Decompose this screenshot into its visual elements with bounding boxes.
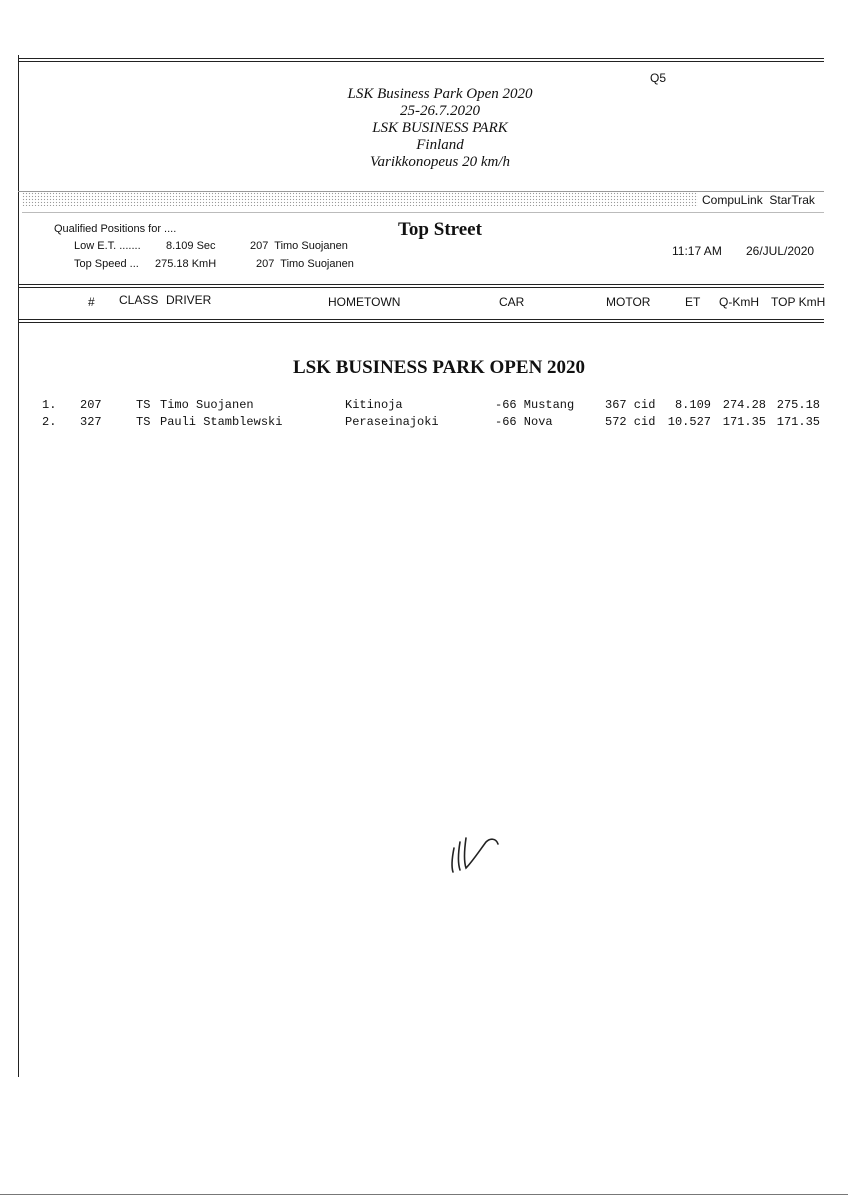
row-motor: 572 cid bbox=[605, 415, 656, 429]
top-speed-value: 275.18 KmH bbox=[155, 258, 217, 270]
col-q-kmh: Q-KmH bbox=[719, 295, 759, 309]
event-title: LSK Business Park Open 2020 bbox=[347, 86, 533, 102]
left-border bbox=[18, 55, 19, 1077]
row-car: -66 Mustang bbox=[495, 398, 575, 412]
table-row bbox=[0, 398, 848, 414]
header-bottom-line-2 bbox=[18, 322, 824, 323]
bottom-edge bbox=[0, 1194, 848, 1195]
row-top-kmh: 275.18 bbox=[776, 398, 820, 412]
event-country: Finland bbox=[416, 137, 464, 153]
row-pos: 2. bbox=[42, 415, 57, 429]
row-num: 207 bbox=[80, 398, 102, 412]
page-code: Q5 bbox=[650, 71, 667, 85]
header-top-line-2 bbox=[18, 287, 824, 288]
band-bottom-line bbox=[22, 212, 824, 213]
col-car: CAR bbox=[499, 295, 525, 309]
top-speed-label: Top Speed ... bbox=[74, 258, 139, 270]
top-border bbox=[18, 58, 824, 59]
event-header bbox=[280, 86, 600, 171]
class-name: Top Street bbox=[398, 219, 482, 240]
low-et-holder: 207 Timo Suojanen bbox=[250, 240, 348, 252]
row-hometown: Kitinoja bbox=[345, 398, 403, 412]
col-et: ET bbox=[685, 295, 701, 309]
row-num: 327 bbox=[80, 415, 102, 429]
row-driver: Pauli Stamblewski bbox=[160, 415, 283, 429]
col-num: # bbox=[88, 295, 95, 309]
dither-band bbox=[22, 192, 698, 206]
qualified-label: Qualified Positions for .... bbox=[54, 223, 177, 235]
col-top-kmh: TOP KmH bbox=[771, 295, 826, 309]
signature bbox=[446, 828, 506, 878]
event-venue: LSK BUSINESS PARK bbox=[372, 120, 508, 136]
row-et: 8.109 bbox=[674, 398, 711, 412]
band-top-line bbox=[18, 191, 824, 192]
row-class: TS bbox=[136, 398, 151, 412]
low-et-value: 8.109 Sec bbox=[166, 240, 216, 252]
top-border-2 bbox=[18, 61, 824, 62]
report-time: 11:17 AM bbox=[672, 244, 722, 258]
row-class: TS bbox=[136, 415, 151, 429]
col-class: CLASS bbox=[119, 293, 159, 307]
section-title: LSK BUSINESS PARK OPEN 2020 bbox=[292, 357, 586, 378]
row-driver: Timo Suojanen bbox=[160, 398, 254, 412]
row-et: 10.527 bbox=[667, 415, 711, 429]
header-top-line bbox=[18, 284, 824, 285]
col-driver: DRIVER bbox=[166, 293, 212, 307]
row-pos: 1. bbox=[42, 398, 57, 412]
system-label: CompuLink StarTrak bbox=[702, 193, 815, 207]
table-row bbox=[0, 415, 848, 431]
row-car: -66 Nova bbox=[495, 415, 553, 429]
row-motor: 367 cid bbox=[605, 398, 656, 412]
row-top-kmh: 171.35 bbox=[776, 415, 820, 429]
top-speed-holder: 207 Timo Suojanen bbox=[256, 258, 354, 270]
row-q-kmh: 171.35 bbox=[722, 415, 766, 429]
header-bottom-line bbox=[18, 319, 824, 320]
event-pit-speed: Varikkonopeus 20 km/h bbox=[370, 154, 510, 170]
low-et-label: Low E.T. ....... bbox=[74, 240, 141, 252]
col-hometown: HOMETOWN bbox=[328, 295, 401, 309]
col-motor: MOTOR bbox=[606, 295, 651, 309]
event-dates: 25-26.7.2020 bbox=[400, 103, 480, 119]
row-q-kmh: 274.28 bbox=[722, 398, 766, 412]
row-hometown: Peraseinajoki bbox=[345, 415, 439, 429]
report-date: 26/JUL/2020 bbox=[746, 244, 815, 258]
